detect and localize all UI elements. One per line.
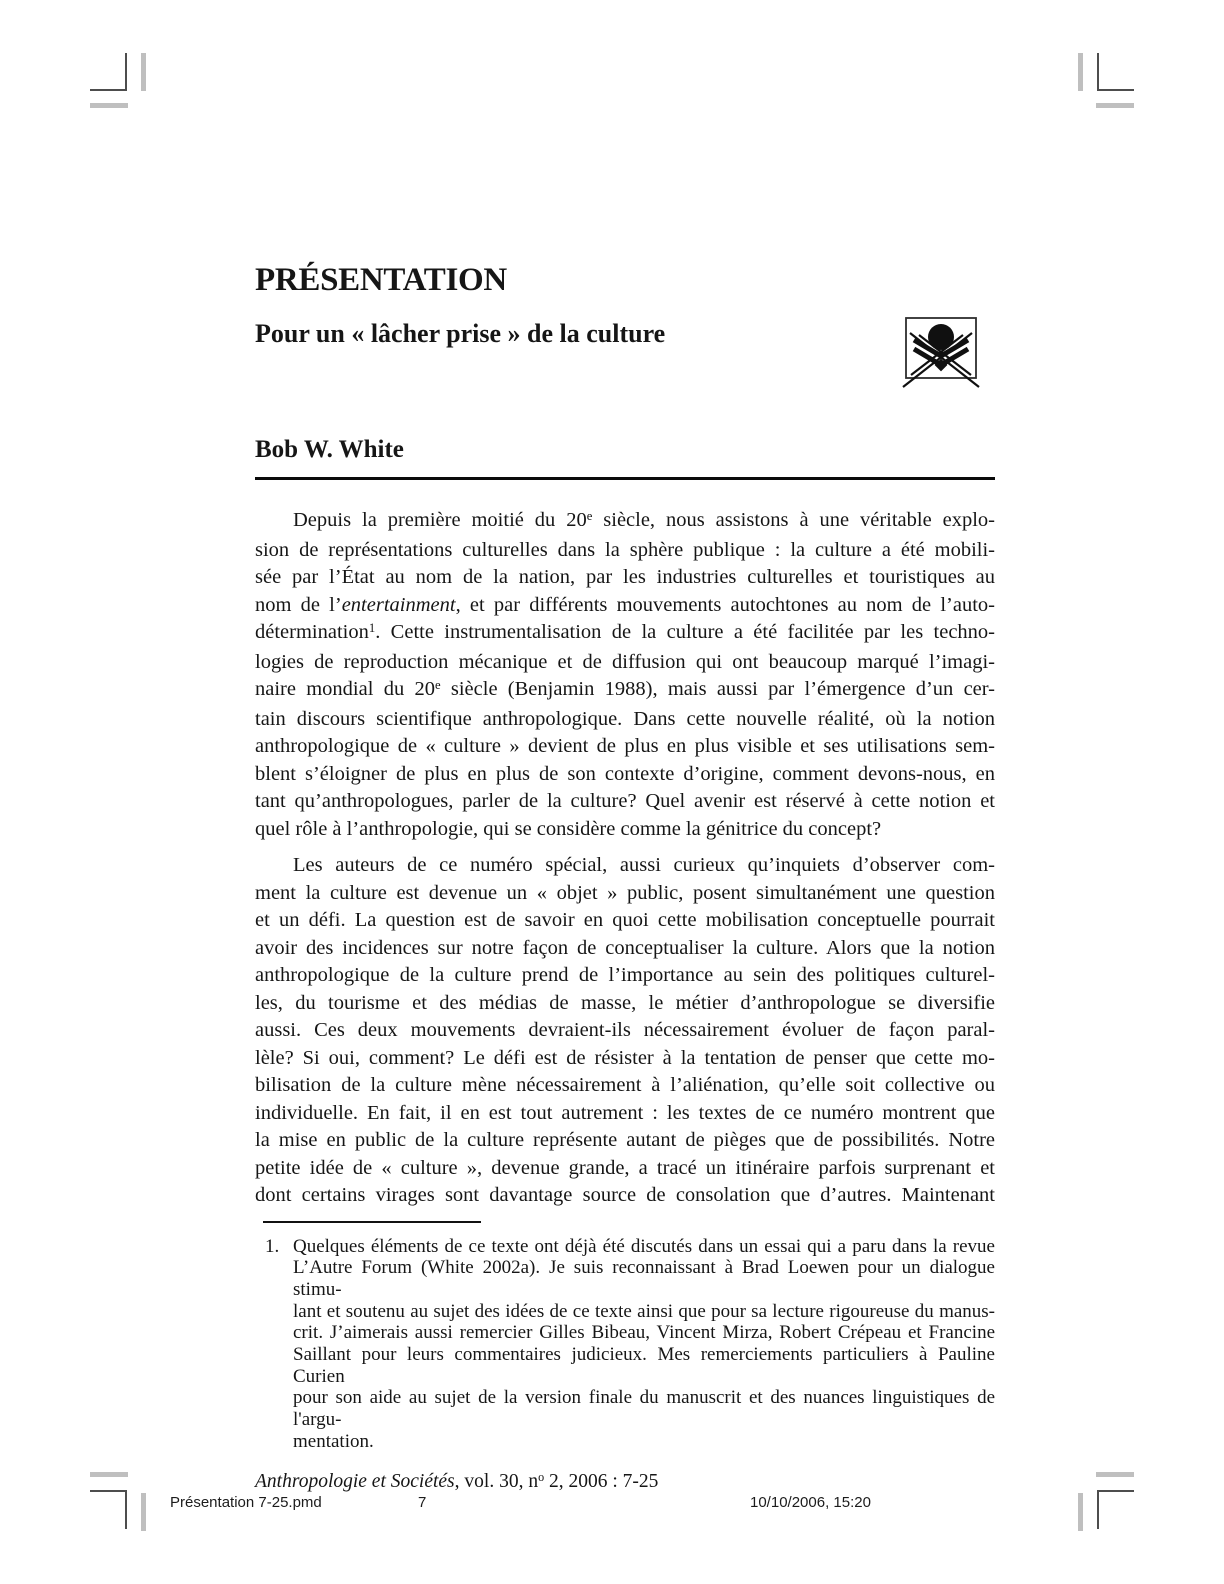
text-line: anthropologique de « culture » devient de plus en plus visible et ses utilisations sem- [255, 735, 995, 757]
crop-line [1096, 103, 1134, 108]
text-line: logies de reproduction mécanique et de diffusion qui ont beaucoup marqué l’imagi- [255, 650, 995, 673]
crop-line [90, 103, 128, 108]
crop-line [1078, 53, 1083, 91]
text-line: détermination$^1$. Cette instrumentalisation de la culture a été facilitée par les techno- [255, 621, 995, 643]
text-line: L’Autre Forum (White 2002a). Je suis reconnaissant à Brad Loewen pour un dialogue stimu- [293, 1257, 995, 1300]
journal-citation [255, 1470, 995, 1495]
crop-line [141, 53, 146, 91]
text-line: pour son aide au sujet de la version finale du manuscrit et des nuances linguistiques de l'argu- [293, 1387, 995, 1431]
text-line: Les auteurs de ce numéro spécial, aussi curieux qu’inquiets d’observer com- [293, 854, 995, 876]
crop-line [1096, 1472, 1134, 1477]
article-subtitle: Pour un « lâcher prise » de la culture [255, 319, 666, 348]
text-line: petite idée de « culture », devenue grande, a tracé un itinéraire parfois surprenant et [255, 1156, 995, 1179]
body-text [255, 507, 995, 1210]
footer-filename: Présentation 7-25.pmd [170, 1494, 322, 1511]
crop-line [1097, 53, 1099, 91]
crop-line [90, 1490, 127, 1492]
author-row [255, 436, 995, 464]
text-line: naire mondial du 20e siècle (Benjamin 1988), mais aussi par l’émergence d’un cer- [255, 678, 996, 700]
text-line: blent s’éloigner de plus en plus de son contexte d’origine, comment devons-nous, en [255, 762, 995, 785]
crop-line [90, 89, 127, 91]
header-rule [255, 477, 995, 480]
article-title: PRÉSENTATION [255, 262, 507, 298]
crop-line [125, 53, 127, 91]
text-line: bilisation de la culture mène nécessairement à l’aliénation, qu’elle soit collective ou [255, 1074, 995, 1096]
text-line: les, du tourisme et des médias de masse, le métier d’anthropologue se diversifie [255, 991, 995, 1014]
text-line: quel rôle à l’anthropologie, qui se considère comme la génitrice du concept? [255, 817, 882, 840]
text-line: anthropologique de la culture prend de l’importance au sein des politiques culturel- [255, 964, 995, 986]
footnote-separator [263, 1221, 481, 1223]
text-line: ment la culture est devenue un « objet » public, posent simultanément une question [255, 881, 995, 904]
footer-timestamp: 10/10/2006, 15:20 [750, 1494, 871, 1511]
text-line: sion de représentations culturelles dans la sphère publique : la culture a été mobili- [255, 538, 995, 561]
footer-page-number: 7 [418, 1494, 427, 1511]
text-line: et un défi. La question est de savoir en quoi cette mobilisation conceptuelle pourrait [255, 909, 995, 931]
text-line: tain discours scientifique anthropologique. Dans cette nouvelle réalité, où la notion [255, 707, 995, 730]
text-line: dont certains virages sont davantage source de consolation que d’autres. Maintenant [255, 1184, 995, 1206]
text-line: crit. J’aimerais aussi remercier Gilles Bibeau, Vincent Mirza, Robert Crépeau et Francine [293, 1322, 995, 1344]
text-line: nom de l’entertainment, et par différents mouvements autochtones au nom de l’auto- [255, 593, 995, 616]
text-line: Saillant pour leurs commentaires judicieux. Mes remerciements particuliers à Pauline Curien [293, 1344, 995, 1387]
crop-line [1097, 89, 1134, 91]
text-line: mentation. [293, 1430, 374, 1452]
publisher-emblem-icon [905, 317, 977, 379]
article-content [255, 262, 995, 1495]
crop-line [1097, 1490, 1134, 1492]
footnote-number: 1. [265, 1235, 280, 1257]
text-line: Quelques éléments de ce texte ont déjà été discutés dans un essai qui a paru dans la revue [293, 1235, 995, 1257]
crop-line [1097, 1490, 1099, 1529]
paragraph-2 [255, 852, 995, 1210]
footnote-1 [255, 1236, 995, 1453]
paragraph-1 [255, 507, 995, 843]
text-line: Depuis la première moitié du 20e siècle, nous assistons à une véritable explo- [293, 509, 995, 531]
crop-line [125, 1490, 127, 1529]
text-line: lant et soutenu au sujet des idées de ce texte ainsi que pour sa lecture rigoureuse du manus- [293, 1300, 995, 1322]
text-line: Anthropologie et Sociétés, vol. 30, $n^o$ 2, 2006 : 7-25 [255, 1470, 659, 1492]
text-line: lèle? Si oui, comment? Le défi est de résister à la tentation de penser que cette mo- [255, 1046, 995, 1069]
crop-line [1078, 1493, 1083, 1531]
text-line: sée par l’État au nom de la nation, par les industries culturelles et touristiques au [255, 566, 995, 588]
text-line: la mise en public de la culture représente autant de pièges que de possibilités. Notre [255, 1129, 995, 1151]
text-line: avoir des incidences sur notre façon de conceptualiser la culture. Alors que la notion [255, 936, 995, 959]
text-line: aussi. Ces deux mouvements devraient-ils nécessairement évoluer de façon paral- [255, 1019, 995, 1041]
text-line: tant qu’anthropologues, parler de la culture? Quel avenir est réservé à cette notion et [255, 790, 995, 812]
text-line: individuelle. En fait, il en est tout autrement : les textes de ce numéro montrent que [255, 1101, 995, 1124]
author-name: Bob W. White [255, 436, 404, 463]
crop-line [141, 1493, 146, 1531]
crop-line [90, 1472, 128, 1477]
